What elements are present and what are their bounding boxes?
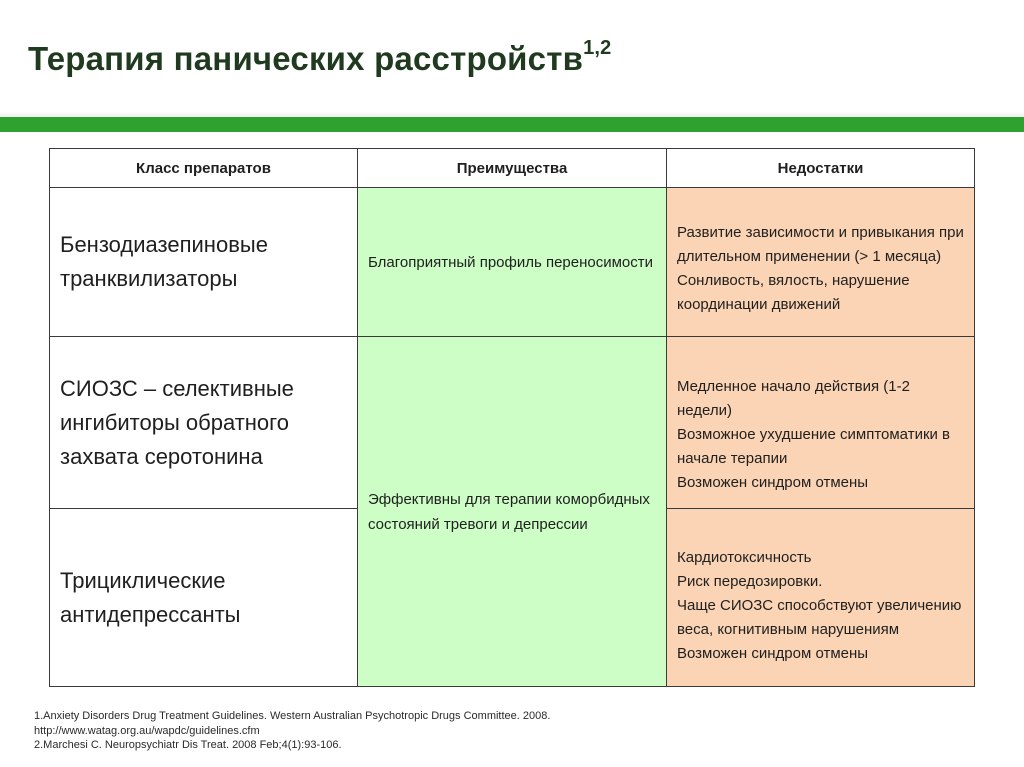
disadvantage-item: Возможен синдром отмены <box>677 473 869 491</box>
drug-class-cell: СИОЗС – селективные ингибиторы обратного захвата серотонина <box>50 337 358 509</box>
disadvantage-cell <box>667 188 975 337</box>
disadvantage-cell <box>667 509 975 687</box>
footnotes <box>34 709 550 753</box>
title-superscript: 1,2 <box>583 37 612 59</box>
disadvantage-item: Медленное начало действия (1-2 недели) <box>677 377 910 419</box>
drug-class-cell: Трициклические антидепрессанты <box>50 509 358 687</box>
advantage-cell: Благоприятный профиль переносимости <box>358 188 667 337</box>
header-drug-class: Класс препаратов <box>50 149 358 188</box>
footnote-1-url: http://www.watag.org.au/wapdc/guidelines.cfm <box>34 724 260 737</box>
green-accent-bar <box>0 117 1024 132</box>
disadvantage-item: Возможен синдром отмены <box>677 644 869 662</box>
footnote-2: 2.Marchesi C. Neuropsychiatr Dis Treat. 2008 Feb;4(1):93-106. <box>34 739 342 751</box>
slide-title-text: Терапия панических расстройств <box>28 40 584 77</box>
disadvantage-item: Сонливость, вялость, нарушение координации движений <box>677 272 910 313</box>
table-row <box>50 188 975 337</box>
footnote-1: 1.Anxiety Disorders Drug Treatment Guidelines. Western Australian Psychotropic Drugs Committee. 2008. <box>34 710 551 722</box>
advantage-cell: Эффективны для терапии коморбидных состояний тревоги и депрессии <box>358 337 667 687</box>
drug-class-cell: Бензодиазепиновые транквилизаторы <box>50 188 358 337</box>
disadvantage-cell <box>667 337 975 509</box>
table-row <box>50 337 975 509</box>
disadvantage-item: Кардиотоксичность <box>677 548 812 566</box>
therapy-table <box>49 148 975 687</box>
disadvantage-item: Риск передозировки. <box>677 572 823 590</box>
table-header-row <box>50 149 975 188</box>
header-disadvantages: Недостатки <box>667 149 975 188</box>
disadvantage-item: Чаще СИОЗС способствуют увеличению веса, когнитивным нарушениям <box>677 596 962 638</box>
header-advantages: Преимущества <box>358 149 667 188</box>
slide-title <box>28 37 612 78</box>
disadvantage-item: Развитие зависимости и привыкания при длительном применении (> 1 месяца) <box>677 224 964 265</box>
disadvantage-item: Возможное ухудшение симптоматики в начале терапии <box>677 425 951 467</box>
